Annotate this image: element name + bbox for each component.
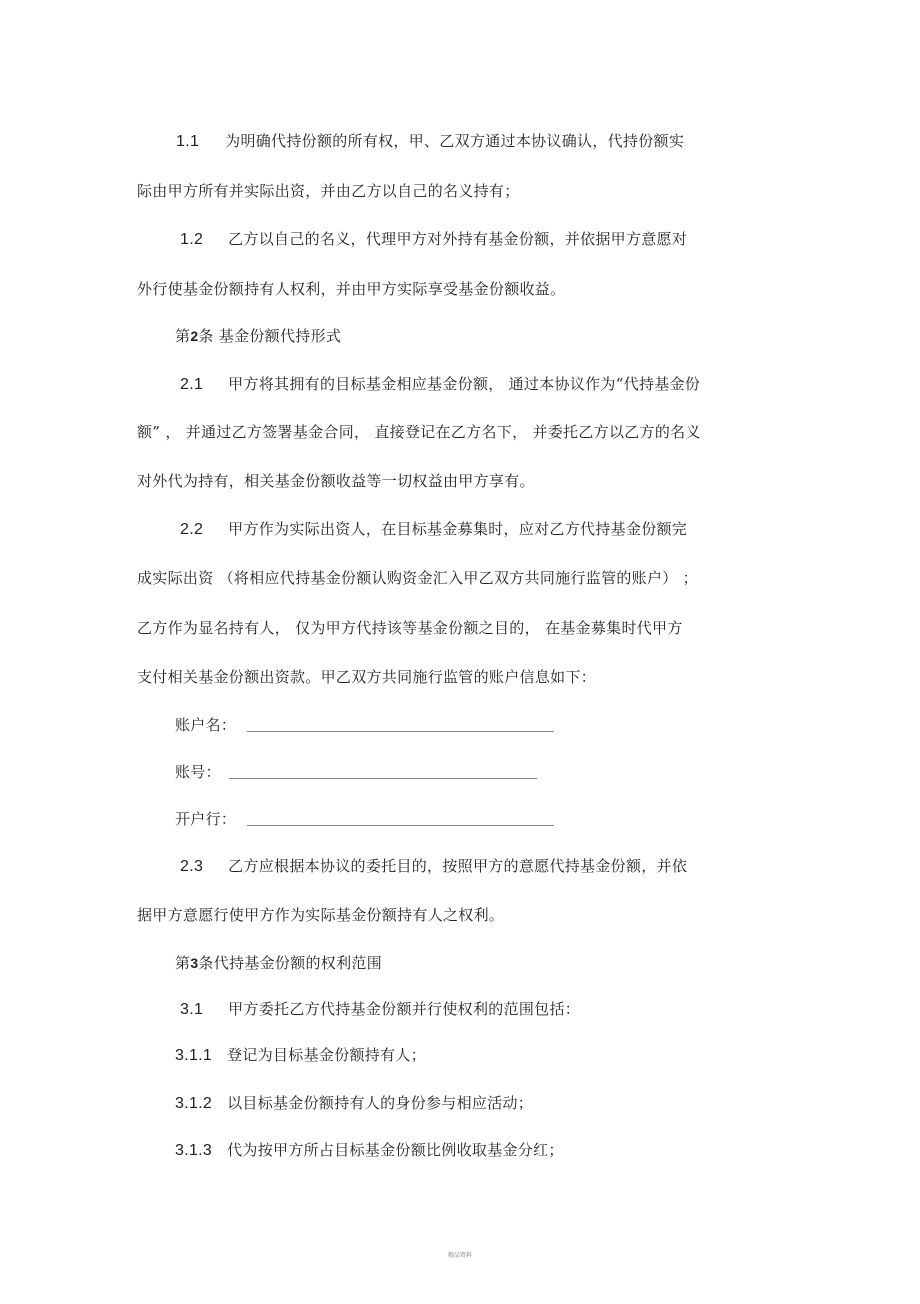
clause-text: 以目标基金份额持有人的身份参与相应活动； — [227, 1094, 534, 1112]
clause-text: 登记为目标基金份额持有人； — [227, 1046, 426, 1064]
account-bank-blank — [247, 825, 554, 826]
clause-text: 甲方作为实际出资人，在目标基金募集时，应对乙方代持基金份额完 — [228, 520, 688, 538]
article-3-heading — [175, 953, 382, 973]
clause-2-2-second-line: 成实际出资 （将相应代持基金份额认购资金汇入甲乙双方共同施行监管的账户） ； — [137, 569, 698, 587]
clause-1-1-first-line — [176, 131, 684, 152]
clause-text: 为明确代持份额的所有权，甲、乙双方通过本协议确认，代持份额实 — [225, 132, 685, 150]
clause-3-1-1-line — [175, 1045, 426, 1066]
account-name-blank — [247, 731, 554, 732]
clause-3-1-2-line — [175, 1093, 533, 1114]
account-number-blank — [229, 778, 537, 779]
article-prefix: 第 — [175, 327, 191, 345]
clause-text: 甲方将其拥有的目标基金相应基金份额， 通过本协议作为“代持基金份 — [228, 375, 701, 393]
clause-3-1-3-line — [175, 1140, 564, 1161]
clause-number: 2.2 — [180, 521, 204, 538]
clause-2-2-first-line — [180, 519, 687, 540]
clause-number: 1.2 — [180, 231, 204, 248]
clause-3-1-line — [180, 999, 580, 1020]
account-bank-label: 开户行： — [175, 810, 237, 828]
clause-2-2-third-line: 乙方作为显名持有人， 仅为甲方代持该等基金份额之目的， 在基金募集时代甲方 — [137, 619, 683, 637]
clause-text: 乙方以自己的名义，代理甲方对外持有基金份额，并依据甲方意愿对 — [228, 230, 688, 248]
article-title: 条代持基金份额的权利范围 — [198, 954, 383, 972]
clause-2-1-first-line — [180, 374, 700, 395]
article-2-heading — [175, 326, 341, 346]
clause-number: 1.1 — [176, 133, 200, 150]
clause-number: 3.1.2 — [175, 1095, 213, 1112]
clause-1-2-second-line: 外行使基金份额持有人权利，并由甲方实际享受基金份额收益。 — [137, 280, 566, 298]
clause-1-2-first-line — [180, 229, 687, 250]
clause-number: 2.1 — [180, 376, 204, 393]
article-title: 条 基金份额代持形式 — [198, 327, 342, 345]
clause-text: 甲方委托乙方代持基金份额并行使权利的范围包括： — [228, 1000, 581, 1018]
account-number-label: 账号： — [175, 763, 221, 781]
clause-number: 2.3 — [180, 858, 204, 875]
clause-number: 3.1.1 — [175, 1047, 213, 1064]
clause-2-3-second-line: 据甲方意愿行使甲方作为实际基金份额持有人之权利。 — [137, 906, 505, 924]
clause-1-1-second-line: 际由甲方所有并实际出资，并由乙方以自己的名义持有； — [137, 182, 520, 200]
account-name-label: 账户名： — [175, 716, 237, 734]
clause-number: 3.1.3 — [175, 1142, 213, 1159]
article-prefix: 第 — [175, 954, 191, 972]
clause-text: 代为按甲方所占目标基金份额比例收取基金分红； — [227, 1141, 564, 1159]
page-footer: 精品资料 — [448, 1252, 473, 1259]
clause-text: 乙方应根据本协议的委托目的，按照甲方的意愿代持基金份额，并依 — [228, 857, 688, 875]
article-number: 3 — [190, 955, 199, 971]
clause-2-3-first-line — [180, 856, 687, 877]
article-number: 2 — [190, 328, 199, 344]
clause-2-1-third-line: 对外代为持有，相关基金份额收益等一切权益由甲方享有。 — [137, 472, 535, 490]
clause-2-1-second-line: 额” ， 并通过乙方签署基金合同， 直接登记在乙方名下， 并委托乙方以乙方的名义 — [137, 423, 701, 441]
clause-2-2-fourth-line: 支付相关基金份额出资款。甲乙双方共同施行监管的账户信息如下： — [137, 668, 597, 686]
clause-number: 3.1 — [180, 1001, 204, 1018]
